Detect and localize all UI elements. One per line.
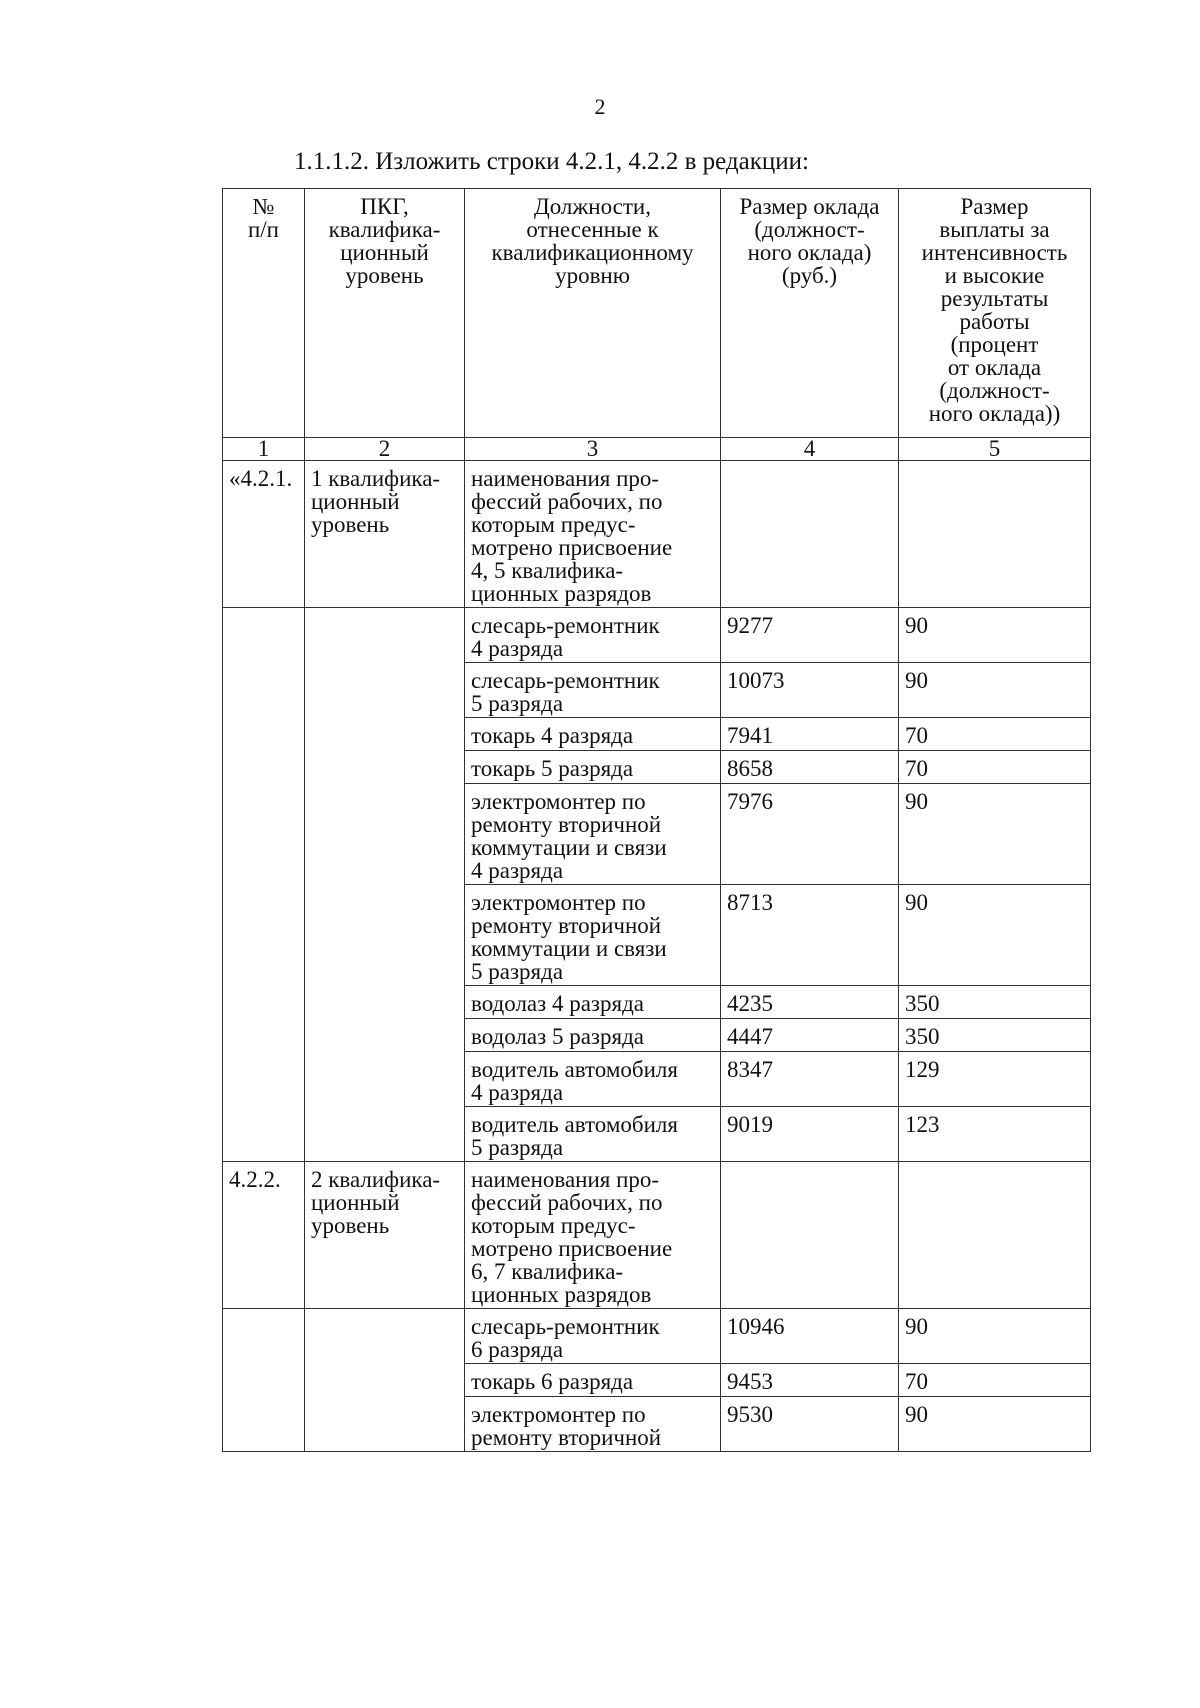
qualification-level-continued [305,1107,465,1162]
header-salary: Размер оклада (должност- ного оклада) (руб.) [721,189,899,438]
salary-value: 9019 [721,1107,899,1162]
salary-value: 7976 [721,784,899,885]
table-header-row [223,189,1091,438]
qualification-level-continued [305,718,465,751]
row-number: «4.2.1. [223,461,305,608]
salary-value [721,461,899,608]
qualification-level-continued [305,608,465,663]
header-bonus-percent: Размер выплаты за интенсивность и высокие результаты работы (процент от оклада (должност- ного оклада)) [899,189,1091,438]
qualification-level-continued [305,1052,465,1107]
bonus-percent-value [899,461,1091,608]
qualification-level-continued [305,1309,465,1364]
table-row [223,1052,1091,1107]
row-number-continued [223,1107,305,1162]
header-pkg-level: ПКГ, квалифика- ционный уровень [305,189,465,438]
column-number: 1 [223,438,305,461]
row-number-continued [223,1309,305,1364]
salary-value: 4447 [721,1019,899,1052]
salary-value [721,1162,899,1309]
position-name: токарь 5 разряда [465,751,721,784]
qualification-level-continued [305,663,465,718]
bonus-percent-value: 90 [899,1397,1091,1452]
column-number: 3 [465,438,721,461]
bonus-percent-value: 90 [899,608,1091,663]
row-number-continued [223,663,305,718]
row-number-continued [223,608,305,663]
bonus-percent-value: 70 [899,751,1091,784]
salary-value: 8713 [721,885,899,986]
salary-value: 8658 [721,751,899,784]
qualification-level-continued [305,1397,465,1452]
column-number: 4 [721,438,899,461]
page-number: 2 [594,94,606,119]
table-row [223,1019,1091,1052]
bonus-percent-value: 90 [899,784,1091,885]
row-number-continued [223,986,305,1019]
position-name: наименования про- фессий рабочих, по которым предус- мотрено присвоение 6, 7 квалифика- ционных разрядов [465,1162,721,1309]
position-name: водолаз 5 разряда [465,1019,721,1052]
row-number-continued [223,1364,305,1397]
salary-value: 10946 [721,1309,899,1364]
table-row [223,718,1091,751]
position-name: электромонтер по ремонту вторичной коммутации и связи 4 разряда [465,784,721,885]
table-body [223,461,1091,1452]
position-name: слесарь-ремонтник 4 разряда [465,608,721,663]
row-number-continued [223,784,305,885]
bonus-percent-value: 350 [899,986,1091,1019]
qualification-level-continued [305,986,465,1019]
qualification-level-continued [305,751,465,784]
row-number-continued [223,751,305,784]
qualification-level: 2 квалифика- ционный уровень [305,1162,465,1309]
salary-value: 10073 [721,663,899,718]
salary-value: 9530 [721,1397,899,1452]
bonus-percent-value: 70 [899,1364,1091,1397]
position-name: водитель автомобиля 5 разряда [465,1107,721,1162]
bonus-percent-value: 350 [899,1019,1091,1052]
row-number: 4.2.2. [223,1162,305,1309]
salary-value: 8347 [721,1052,899,1107]
salary-table [222,188,1091,1452]
header-number: № п/п [223,189,305,438]
position-name: водолаз 4 разряда [465,986,721,1019]
column-number: 2 [305,438,465,461]
salary-value: 9277 [721,608,899,663]
position-name: электромонтер по ремонту вторичной [465,1397,721,1452]
position-name: токарь 4 разряда [465,718,721,751]
table-row [223,461,1091,608]
salary-value: 7941 [721,718,899,751]
table-row [223,1364,1091,1397]
row-number-continued [223,1019,305,1052]
column-numbers-row [223,438,1091,461]
position-name: электромонтер по ремонту вторичной коммутации и связи 5 разряда [465,885,721,986]
table-row [223,1397,1091,1452]
table-row [223,1162,1091,1309]
salary-value: 9453 [721,1364,899,1397]
bonus-percent-value: 90 [899,663,1091,718]
header-positions: Должности, отнесенные к квалификационному уровню [465,189,721,438]
table-row [223,1309,1091,1364]
section-heading: 1.1.1.2. Изложить строки 4.2.1, 4.2.2 в редакции: [294,148,809,175]
position-name: токарь 6 разряда [465,1364,721,1397]
row-number-continued [223,718,305,751]
qualification-level-continued [305,1364,465,1397]
table-row [223,608,1091,663]
column-number: 5 [899,438,1091,461]
qualification-level: 1 квалифика- ционный уровень [305,461,465,608]
position-name: слесарь-ремонтник 5 разряда [465,663,721,718]
table-row [223,784,1091,885]
position-name: водитель автомобиля 4 разряда [465,1052,721,1107]
table-row [223,986,1091,1019]
bonus-percent-value: 129 [899,1052,1091,1107]
qualification-level-continued [305,1019,465,1052]
table-row [223,1107,1091,1162]
bonus-percent-value: 90 [899,1309,1091,1364]
bonus-percent-value: 90 [899,885,1091,986]
position-name: наименования про- фессий рабочих, по которым предус- мотрено присвоение 4, 5 квалифика- ционных разрядов [465,461,721,608]
qualification-level-continued [305,885,465,986]
bonus-percent-value: 70 [899,718,1091,751]
table-row [223,751,1091,784]
table-row [223,885,1091,986]
table-row [223,663,1091,718]
qualification-level-continued [305,784,465,885]
row-number-continued [223,1052,305,1107]
position-name: слесарь-ремонтник 6 разряда [465,1309,721,1364]
bonus-percent-value: 123 [899,1107,1091,1162]
bonus-percent-value [899,1162,1091,1309]
row-number-continued [223,1397,305,1452]
row-number-continued [223,885,305,986]
salary-value: 4235 [721,986,899,1019]
